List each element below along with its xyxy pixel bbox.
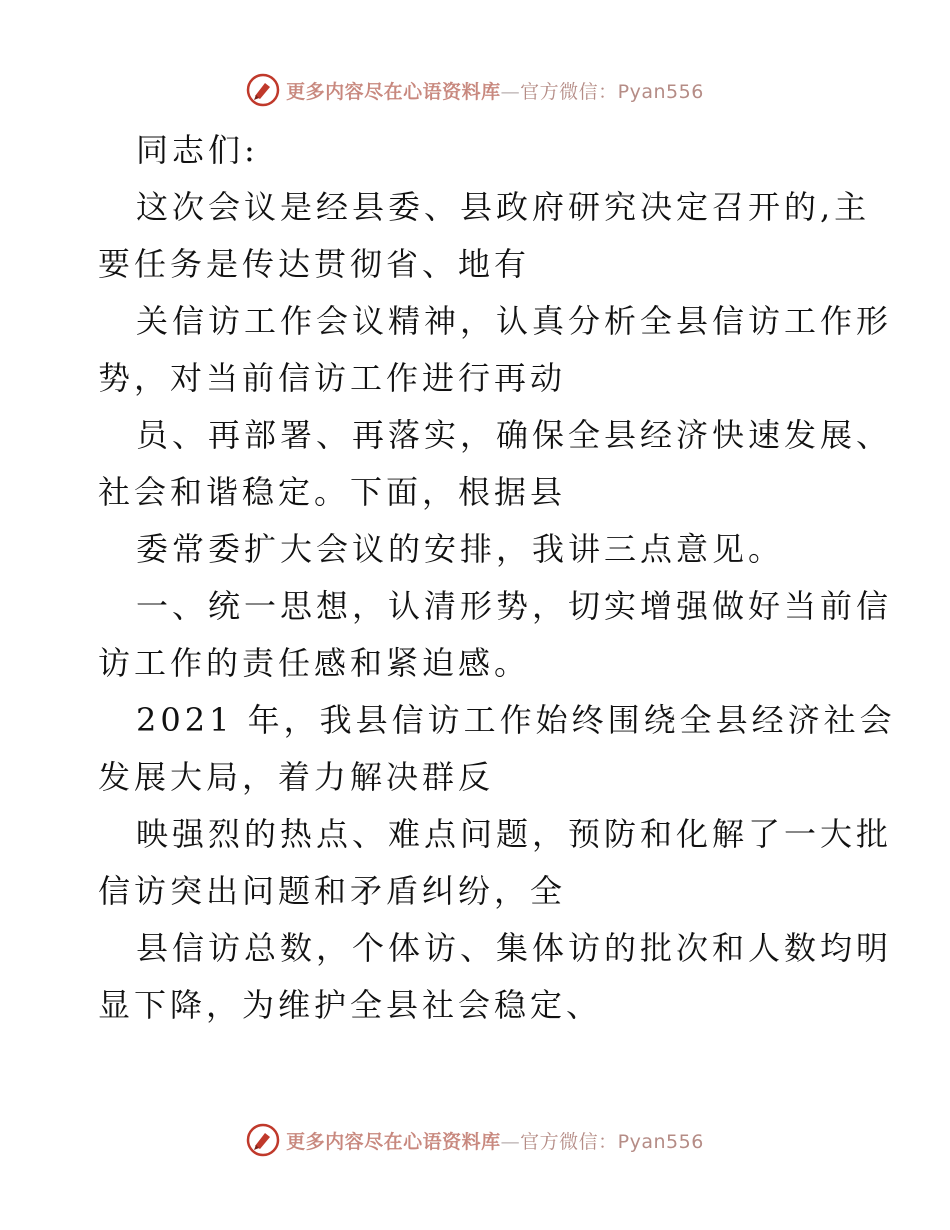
banner-brand: 更多内容尽在心语资料库	[286, 1130, 501, 1153]
document-body	[98, 122, 896, 1034]
text-line: 2021 年，我县信访工作始终围绕全县经济社会	[136, 701, 896, 739]
text-line: 这次会议是经县委、县政府研究决定召开的,主	[136, 188, 871, 226]
text-line: 访工作的责任感和紧迫感。	[98, 644, 531, 682]
brand-logo-icon	[246, 73, 280, 107]
banner-contact: 官方微信：Pyan556	[520, 80, 704, 103]
banner-separator: —	[500, 1130, 521, 1153]
header-banner	[0, 70, 950, 110]
text-line: 员、再部署、再落实，确保全县经济快速发展、	[136, 416, 893, 454]
banner-text	[286, 77, 704, 104]
text-line: 映强烈的热点、难点问题，预防和化解了一大批	[136, 815, 893, 853]
brand-logo-icon	[246, 1123, 280, 1157]
text-line: 社会和谐稳定。下面，根据县	[98, 473, 567, 511]
text-line: 要任务是传达贯彻省、地有	[98, 245, 531, 283]
banner-contact: 官方微信：Pyan556	[520, 1130, 704, 1153]
footer-banner	[0, 1120, 950, 1160]
banner-brand: 更多内容尽在心语资料库	[286, 80, 501, 103]
text-line: 关信访工作会议精神，认真分析全县信访工作形	[136, 302, 893, 340]
text-line: 委常委扩大会议的安排，我讲三点意见。	[136, 530, 785, 568]
banner-separator: —	[500, 80, 521, 103]
text-line: 县信访总数，个体访、集体访的批次和人数均明	[136, 929, 893, 967]
text-line: 一、统一思想，认清形势，切实增强做好当前信	[136, 587, 893, 625]
banner-text	[286, 1127, 704, 1154]
text-line: 显下降，为维护全县社会稳定、	[98, 986, 603, 1024]
text-line: 信访突出问题和矛盾纠纷，全	[98, 872, 567, 910]
text-line: 同志们:	[136, 131, 259, 169]
text-line: 势，对当前信访工作进行再动	[98, 359, 567, 397]
text-line: 发展大局，着力解决群反	[98, 758, 495, 796]
